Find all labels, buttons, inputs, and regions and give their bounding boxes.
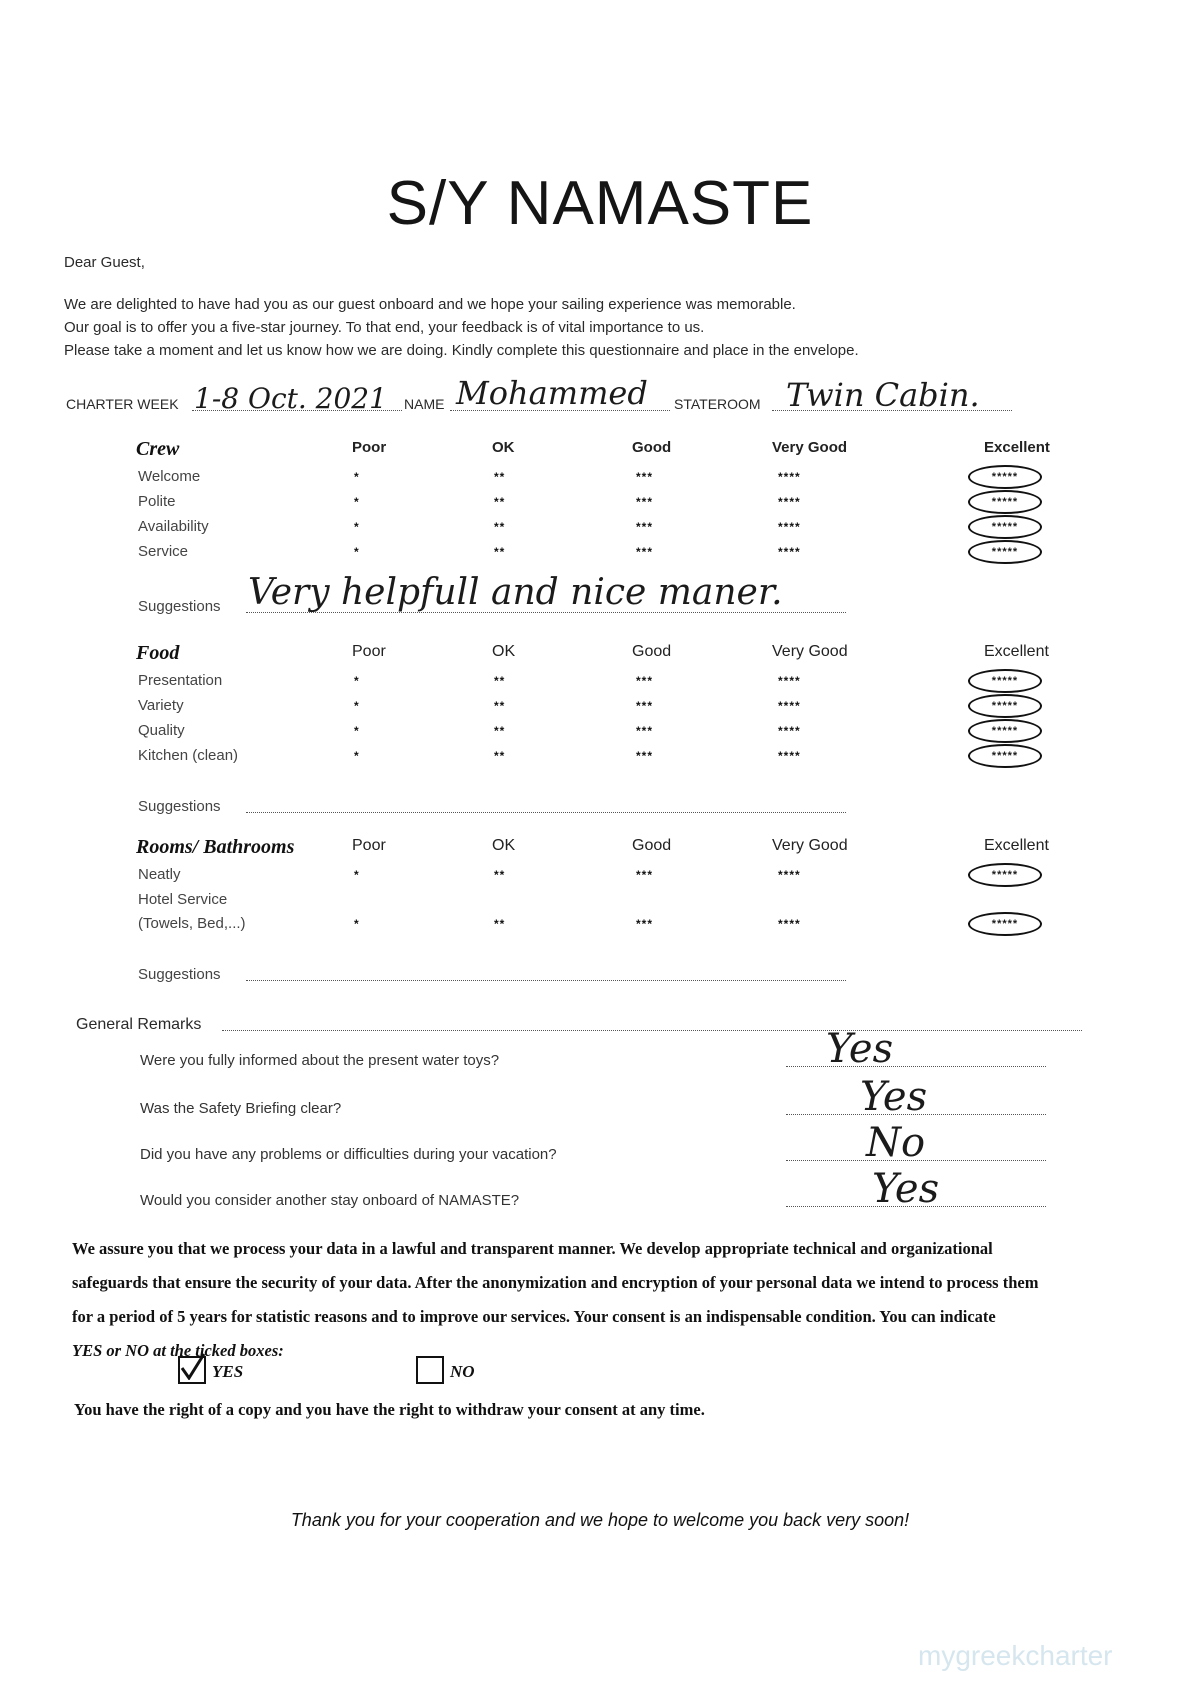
stateroom-value[interactable]: Twin Cabin. [786,376,980,414]
excellent-circled-option[interactable] [968,465,1042,489]
star-mark[interactable]: **** [778,917,801,931]
star-mark[interactable]: **** [778,674,801,688]
star-mark[interactable]: **** [778,495,801,509]
excellent-circled-option[interactable] [968,540,1042,564]
rating-row-label: Kitchen (clean) [138,747,239,764]
star-mark[interactable]: * [354,674,360,688]
column-header-excellent: Excellent [984,643,1049,660]
column-header-ok: OK [492,439,515,456]
star-mark[interactable]: * [354,699,360,713]
rating-row-label: Welcome [138,468,201,485]
suggestions-label: Suggestions [138,966,221,983]
legal-line-3: for a period of 5 years for statistic reasons and to improve our services. Your consent is an indispensable condition. You can indicate [72,1307,996,1326]
star-mark[interactable]: *** [636,545,654,559]
excellent-circled-option[interactable] [968,744,1042,768]
legal-line-2: safeguards that ensure the security of your data. After the anonymization and encryption of your personal data we intend to process them [72,1273,1039,1292]
legal-line-1: We assure you that we process your data in a lawful and transparent manner. We develop appropriate technical and organizational [72,1239,993,1258]
answer-value[interactable]: Yes [860,1074,928,1120]
star-mark[interactable]: ** [494,674,506,688]
intro-line-3: Please take a moment and let us know how we are doing. Kindly complete this questionnaire and place in the envelope. [64,342,859,359]
column-header-poor: Poor [352,643,386,660]
column-header-poor: Poor [352,439,387,456]
excellent-circled-option[interactable] [968,863,1042,887]
star-mark[interactable]: *** [636,724,654,738]
star-mark[interactable]: ** [494,699,506,713]
general-remarks-label: General Remarks [76,1016,202,1033]
excellent-circled-option[interactable] [968,490,1042,514]
rating-row-label: Availability [138,518,209,535]
star-mark[interactable]: **** [778,470,801,484]
suggestions-value[interactable]: Very helpfull and nice maner. [248,572,783,613]
star-mark[interactable]: *** [636,470,654,484]
intro-line-1: We are delighted to have had you as our guest onboard and we hope your sailing experience was memorable. [64,296,796,313]
excellent-circled-option[interactable] [968,694,1042,718]
column-header-ok: OK [492,837,516,854]
greeting: Dear Guest, [64,254,145,271]
rating-row-label: Quality [138,722,185,739]
question-text: Would you consider another stay onboard of NAMASTE? [140,1192,520,1209]
star-mark[interactable]: * [354,724,360,738]
question-text: Were you fully informed about the present water toys? [140,1052,500,1069]
star-mark-excellent: ***** [991,496,1019,508]
star-mark-excellent: ***** [991,725,1019,737]
star-mark[interactable]: **** [778,749,801,763]
star-mark[interactable]: ** [494,868,506,882]
consent-no-label: NO [450,1362,475,1381]
star-mark-excellent: ***** [991,471,1019,483]
star-mark[interactable]: *** [636,868,654,882]
star-mark[interactable]: ** [494,545,506,559]
star-mark[interactable]: *** [636,749,654,763]
name-label: NAME [404,396,445,412]
star-mark-excellent: ***** [991,750,1019,762]
star-mark[interactable]: * [354,917,360,931]
question-text: Was the Safety Briefing clear? [140,1100,342,1117]
charter-week-label: CHARTER WEEK [66,396,179,412]
rating-row-label: Polite [138,493,176,510]
star-mark[interactable]: *** [636,520,654,534]
thanks-text: Thank you for your cooperation and we hope to welcome you back very soon! [290,1510,910,1530]
star-mark-excellent: ***** [991,700,1019,712]
section-title: Food [136,642,180,664]
star-mark[interactable]: **** [778,699,801,713]
answer-line [786,1066,1046,1067]
rating-row-sublabel: (Towels, Bed,...) [138,915,246,932]
suggestions-label: Suggestions [138,598,221,615]
star-mark[interactable]: ** [494,917,506,931]
suggestions-line [246,812,846,813]
star-mark[interactable]: *** [636,699,654,713]
rating-row-label: Variety [138,697,184,714]
consent-no-checkbox[interactable] [416,1356,444,1384]
answer-value[interactable]: Yes [872,1166,940,1212]
check-mark-icon [178,1352,206,1380]
rating-row-label: Presentation [138,672,223,689]
star-mark[interactable]: **** [778,520,801,534]
star-mark[interactable]: * [354,470,360,484]
star-mark[interactable]: * [354,868,360,882]
star-mark[interactable]: **** [778,724,801,738]
column-header-very-good: Very Good [772,439,848,456]
star-mark[interactable]: * [354,520,360,534]
star-mark[interactable]: * [354,749,360,763]
rating-row-label: Neatly [138,866,181,883]
star-mark[interactable]: **** [778,868,801,882]
star-mark[interactable]: ** [494,724,506,738]
charter-week-value[interactable]: 1-8 Oct. 2021 [194,382,387,415]
column-header-excellent: Excellent [984,837,1049,854]
rating-row-label: Service [138,543,189,560]
intro-line-2: Our goal is to offer you a five-star journey. To that end, your feedback is of vital importance to us. [64,319,705,336]
watermark-logo: mygreekcharter [918,1640,1113,1671]
star-mark[interactable]: *** [636,495,654,509]
excellent-circled-option[interactable] [968,669,1042,693]
star-mark[interactable]: *** [636,674,654,688]
question-text: Did you have any problems or difficulties during your vacation? [140,1146,557,1163]
consent-yes-label: YES [212,1362,244,1381]
star-mark[interactable]: ** [494,470,506,484]
rating-row-label: Hotel Service [138,891,228,908]
column-header-ok: OK [492,643,516,660]
star-mark[interactable]: ** [494,749,506,763]
name-value[interactable]: Mohammed [456,374,648,412]
star-mark-excellent: ***** [991,546,1019,558]
suggestions-line [246,980,846,981]
column-header-very-good: Very Good [772,837,848,854]
column-header-good: Good [632,643,672,660]
column-header-very-good: Very Good [772,643,848,660]
excellent-circled-option[interactable] [968,719,1042,743]
star-mark-excellent: ***** [991,869,1019,881]
star-mark[interactable]: * [354,545,360,559]
consent-yes-checkbox[interactable] [178,1356,206,1384]
star-mark[interactable]: **** [778,545,801,559]
column-header-good: Good [632,439,672,456]
star-mark[interactable]: * [354,495,360,509]
rights-text: You have the right of a copy and you have the right to withdraw your consent at any time. [74,1400,705,1419]
star-mark-excellent: ***** [991,521,1019,533]
section-title: Crew [136,438,180,460]
excellent-circled-option[interactable] [968,912,1042,936]
star-mark[interactable]: *** [636,917,654,931]
page-title: S/Y NAMASTE [386,169,814,238]
excellent-circled-option[interactable] [968,515,1042,539]
column-header-poor: Poor [352,837,386,854]
section-title: Rooms/ Bathrooms [136,836,295,858]
answer-value[interactable]: No [866,1120,926,1166]
legal-line-4: YES or NO at the ticked boxes: [72,1341,284,1360]
column-header-good: Good [632,837,672,854]
star-mark[interactable]: ** [494,520,506,534]
column-header-excellent: Excellent [984,439,1050,456]
suggestions-label: Suggestions [138,798,221,815]
stateroom-label: STATEROOM [674,396,761,412]
star-mark-excellent: ***** [991,675,1019,687]
star-mark[interactable]: ** [494,495,506,509]
answer-value[interactable]: Yes [826,1026,894,1072]
star-mark-excellent: ***** [991,918,1019,930]
